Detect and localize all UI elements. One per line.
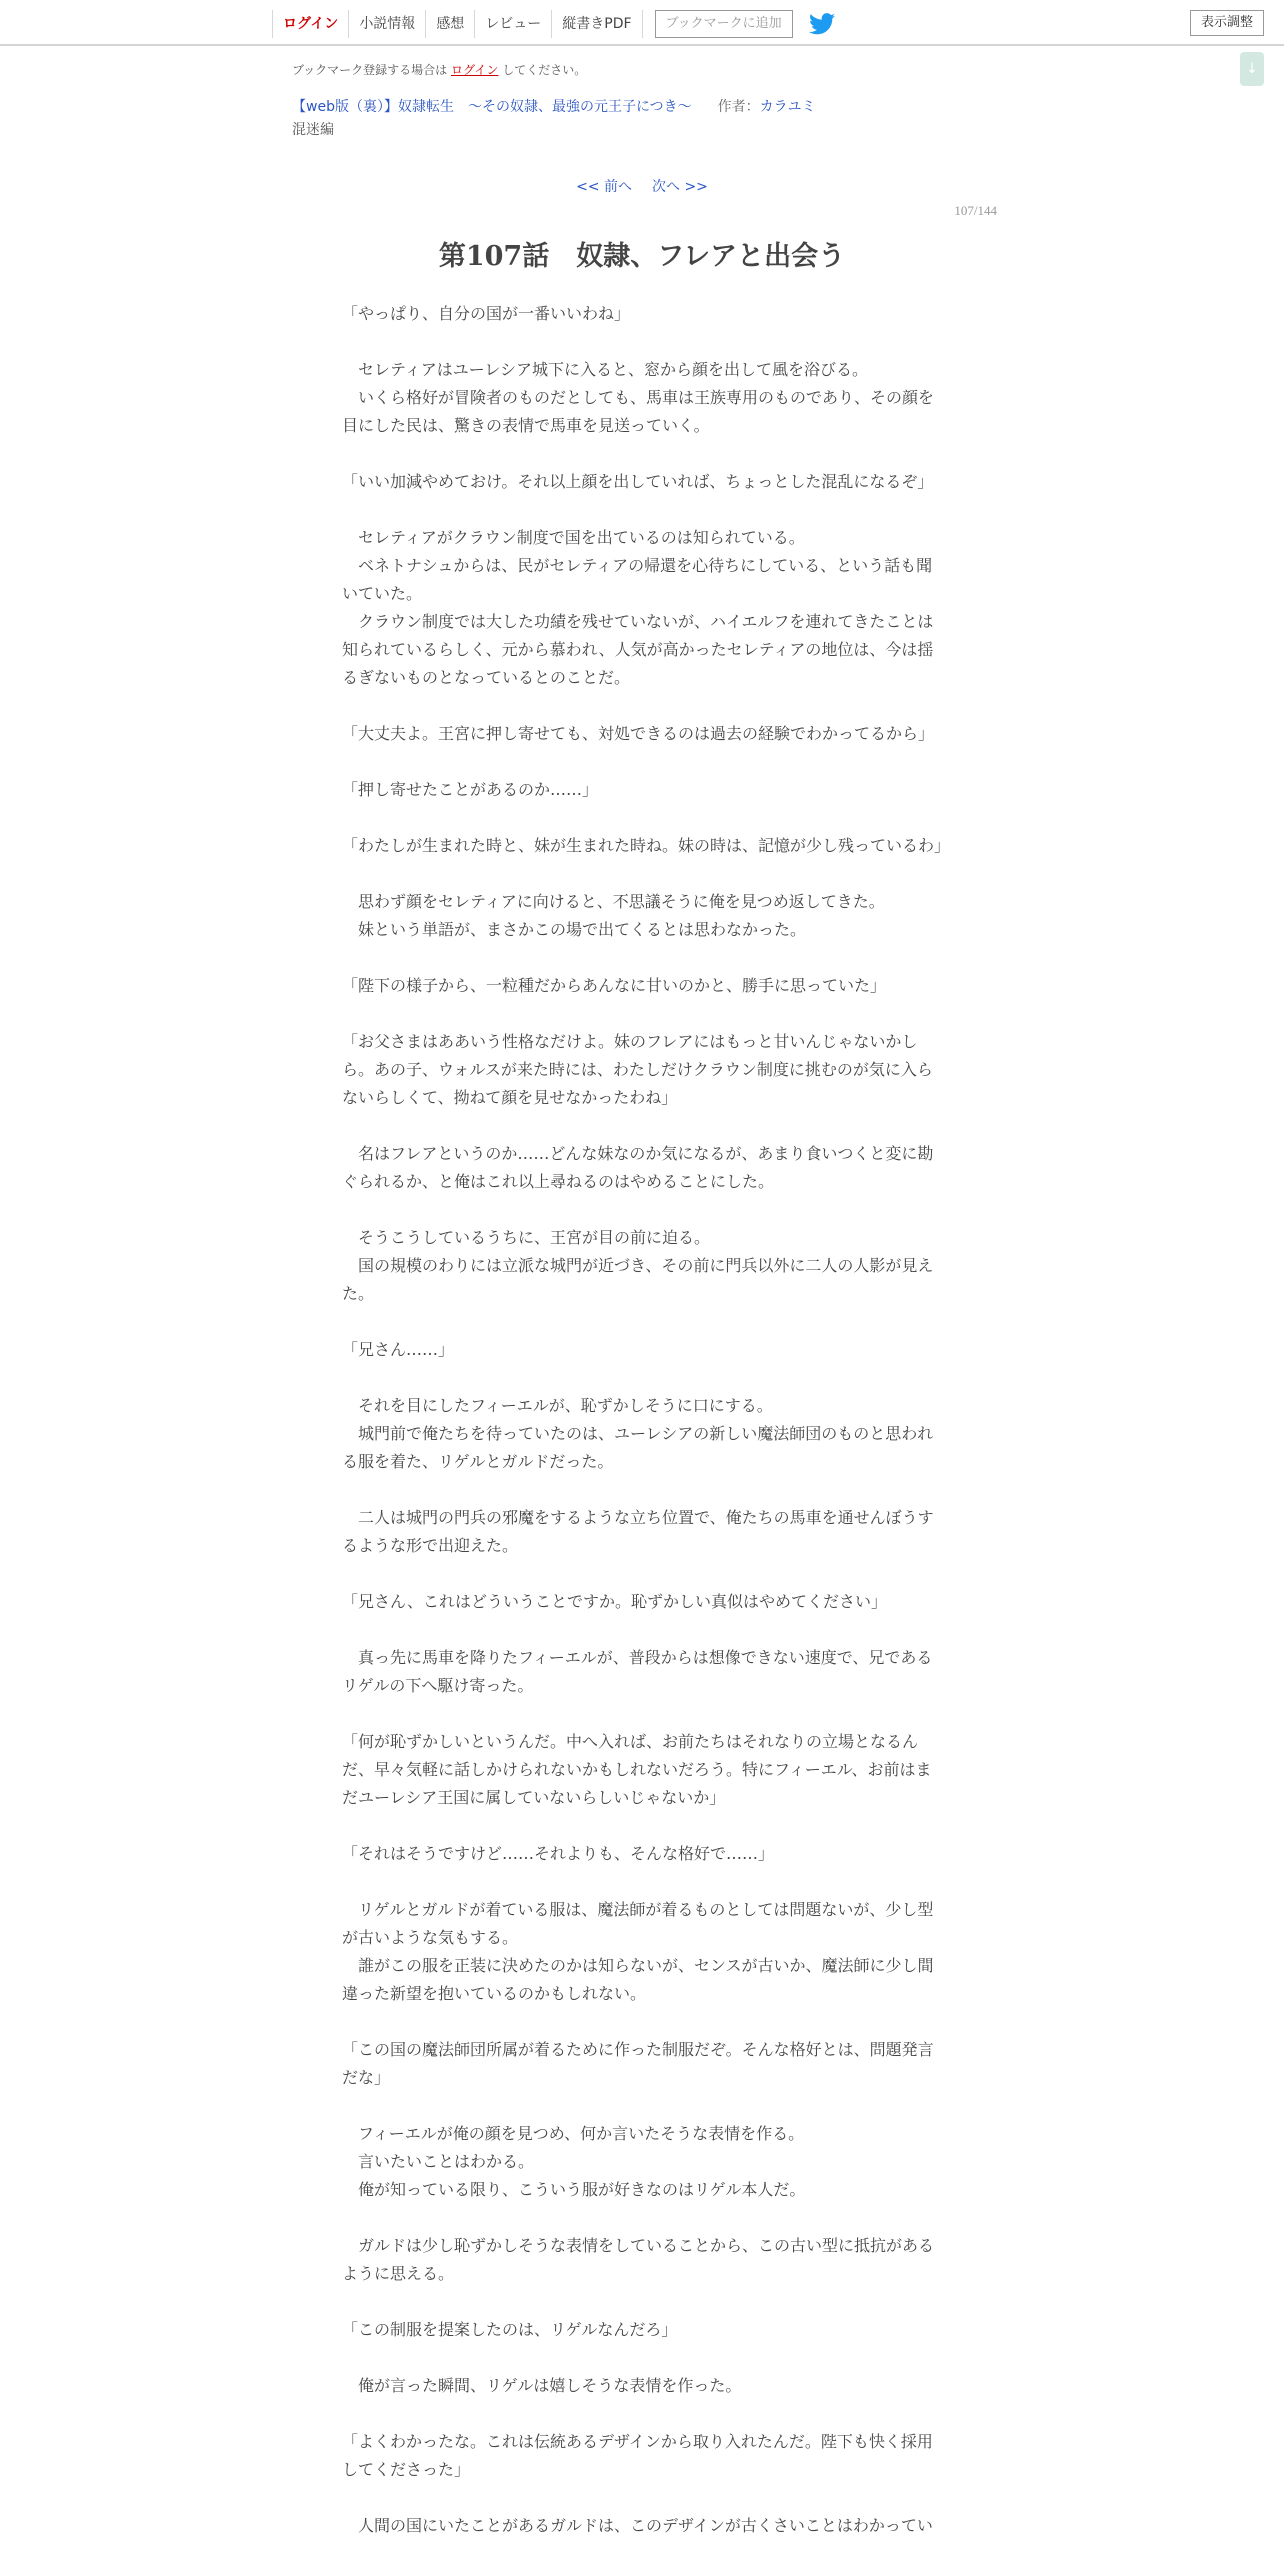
blank-line — [342, 1476, 942, 1504]
blank-line — [342, 1812, 942, 1840]
scroll-down-button[interactable]: ↓ — [1240, 52, 1264, 86]
blank-line — [342, 1868, 942, 1896]
blank-line — [342, 496, 942, 524]
blank-line — [342, 2484, 942, 2512]
prev-page-link[interactable]: << 前へ — [576, 179, 632, 195]
blank-line — [342, 1000, 942, 1028]
paragraph: 「大丈夫よ。王宮に押し寄せても、対処できるのは過去の経験でわかってるから」 — [342, 724, 935, 743]
paragraph: 真っ先に馬車を降りたフィーエルが、普段からは想像できない速度で、兄であるリゲルの下へ駆け寄った。 — [342, 1648, 933, 1695]
nav-review-link[interactable]: レビュー — [474, 10, 551, 38]
author-label: 作者： — [717, 99, 760, 115]
blank-line — [342, 1308, 942, 1336]
paragraph: 俺が言った瞬間、リゲルは嬉しそうな表情を作った。 — [342, 2376, 742, 2395]
paragraph: 名はフレアというのか……どんな妹なのか気になるが、あまり食いつくと変に勘ぐられるか、と俺はこれ以上尋ねるのはやめることにした。 — [342, 1144, 934, 1191]
chapter-group-title: 混迷編 — [292, 122, 334, 138]
main-nav — [272, 9, 835, 39]
nav-vertical-pdf-link[interactable]: 縦書きPDF — [551, 10, 642, 38]
blank-line — [342, 1364, 942, 1392]
paragraph: 「兄さん、これはどういうことですか。恥ずかしい真似はやめてください」 — [342, 1592, 887, 1611]
paragraph: 妹という単語が、まさかこの場で出てくるとは思わなかった。 — [342, 920, 807, 939]
notice-prefix: ブックマーク登録する場合は — [292, 63, 448, 77]
paragraph: フィーエルが俺の顔を見つめ、何か言いたそうな表情を作る。 — [342, 2124, 805, 2143]
notice-login-link[interactable]: ログイン — [451, 63, 499, 77]
blank-line — [342, 1196, 942, 1224]
paragraph: 「やっぱり、自分の国が一番いいわね」 — [342, 304, 631, 323]
paragraph: いくら格好が冒険者のものだとしても、馬車は王族専用のものであり、その顔を目にした民は、驚きの表情で馬車を見送っていく。 — [342, 388, 935, 435]
novel-title-line — [292, 96, 816, 116]
next-page-link[interactable]: 次へ >> — [652, 179, 708, 195]
blank-line — [342, 1112, 942, 1140]
novel-title-link[interactable]: 【web版（裏）】奴隷転生 ～その奴隷、最強の元王子につき～ — [292, 99, 692, 115]
paragraph: 思わず顔をセレティアに向けると、不思議そうに俺を見つめ返してきた。 — [342, 892, 885, 911]
twitter-icon[interactable] — [809, 13, 835, 35]
blank-line — [342, 2344, 942, 2372]
paragraph: 俺が知っている限り、こういう服が好きなのはリゲル本人だ。 — [342, 2180, 806, 2199]
paragraph: 城門前で俺たちを待っていたのは、ユーレシアの新しい魔法師団のものと思われる服を着た、リゲルとガルドだった。 — [342, 1424, 934, 1471]
blank-line — [342, 1700, 942, 1728]
blank-line — [342, 328, 942, 356]
paragraph: セレティアがクラウン制度で国を出ているのは知られている。 — [342, 528, 805, 547]
blank-line — [342, 1616, 942, 1644]
paragraph: 「この制服を提案したのは、リゲルなんだろ」 — [342, 2320, 678, 2339]
blank-line — [342, 2400, 942, 2428]
paragraph: 「お父さまはああいう性格なだけよ。妹のフレアにはもっと甘いんじゃないかしら。あの子、ウォルスが来た時には、わたしだけクラウン制度に挑むのが気に入らないらしくて、拗ねて顔を見せなかったわね」 — [342, 1032, 933, 1107]
blank-line — [342, 748, 942, 776]
paragraph: 言いたいことはわかる。 — [342, 2152, 535, 2171]
nav-impressions-link[interactable]: 感想 — [425, 10, 474, 38]
top-header — [0, 0, 1284, 46]
display-settings-button[interactable]: 表示調整 — [1190, 10, 1264, 36]
paragraph: ベネトナシュからは、民がセレティアの帰還を心待ちにしている、という話も聞いていた。 — [342, 556, 933, 603]
blank-line — [342, 2288, 942, 2316]
pager — [0, 176, 1284, 196]
notice-suffix: してください。 — [502, 63, 587, 77]
paragraph: 「この国の魔法師団所属が着るために作った制服だぞ。そんな格好とは、問題発言だな」 — [342, 2040, 934, 2087]
paragraph: 二人は城門の門兵の邪魔をするような立ち位置で、俺たちの馬車を通せんぼうするような形で出迎えた。 — [342, 1508, 934, 1555]
paragraph: セレティアはユーレシア城下に入ると、窓から顔を出して風を浴びる。 — [342, 360, 869, 379]
blank-line — [342, 2204, 942, 2232]
paragraph: 「よくわかったな。これは伝統あるデザインから取り入れたんだ。陛下も快く採用してくださった」 — [342, 2432, 933, 2479]
blank-line — [342, 804, 942, 832]
paragraph: リゲルとガルドが着ている服は、魔法師が着るものとしては問題ないが、少し型が古いような気もする。 — [342, 1900, 934, 1947]
paragraph: 「陛下の様子から、一粒種だからあんなに甘いのかと、勝手に思っていた」 — [342, 976, 887, 995]
paragraph: 「何が恥ずかしいというんだ。中へ入れば、お前たちはそれなりの立場となるんだ、早々気軽に話しかけられないかもしれないだろう。特にフィーエル、お前はまだユーレシア王国に属していないらしいじゃないか」 — [342, 1732, 932, 1807]
author-link[interactable]: カラユミ — [759, 99, 816, 115]
paragraph: そうこうしているうちに、王宮が目の前に迫る。 — [342, 1228, 711, 1247]
paragraph: クラウン制度では大した功績を残せていないが、ハイエルフを連れてきたことは知られているらしく、元から慕われ、人気が高かったセレティアの地位は、今は揺るぎないものとなっているとのことだ。 — [342, 612, 934, 687]
paragraph: それを目にしたフィーエルが、恥ずかしそうに口にする。 — [342, 1396, 773, 1415]
paragraph: 国の規模のわりには立派な城門が近づき、その前に門兵以外に二人の人影が見えた。 — [342, 1256, 934, 1303]
paragraph: 「いい加減やめておけ。それ以上顔を出していれば、ちょっとした混乱になるぞ」 — [342, 472, 934, 491]
paragraph: 人間の国にいたことがあるガルドは、このデザインが古くさいことはわかってい — [342, 2516, 933, 2535]
bookmark-login-notice — [292, 61, 586, 78]
blank-line — [342, 944, 942, 972]
chapter-title: 第107話 奴隷、フレアと出会う — [438, 241, 846, 272]
paragraph: 「兄さん……」 — [342, 1340, 455, 1359]
paragraph: 「それはそうですけど……それよりも、そんな格好で……」 — [342, 1844, 775, 1863]
paragraph: 「わたしが生まれた時と、妹が生まれた時ね。妹の時は、記憶が少し残っているわ」 — [342, 836, 951, 855]
blank-line — [342, 2092, 942, 2120]
blank-line — [342, 692, 942, 720]
blank-line — [342, 1560, 942, 1588]
bookmark-add-button[interactable]: ブックマークに追加 — [655, 10, 793, 38]
blank-line — [342, 440, 942, 468]
paragraph: 誰がこの服を正装に決めたのかは知らないが、センスが古いか、魔法師に少し間違った新望を抱いているのかもしれない。 — [342, 1956, 934, 2003]
nav-novel-info-link[interactable]: 小説情報 — [348, 10, 425, 38]
nav-login-link[interactable]: ログイン — [272, 10, 348, 38]
blank-line — [342, 2008, 942, 2036]
blank-line — [342, 860, 942, 888]
chapter-body — [342, 300, 951, 2540]
paragraph: ガルドは少し恥ずかしそうな表情をしていることから、この古い型に抵抗があるように思える。 — [342, 2236, 935, 2283]
paragraph: 「押し寄せたことがあるのか……」 — [342, 780, 599, 799]
page-counter: 107/144 — [954, 203, 997, 218]
